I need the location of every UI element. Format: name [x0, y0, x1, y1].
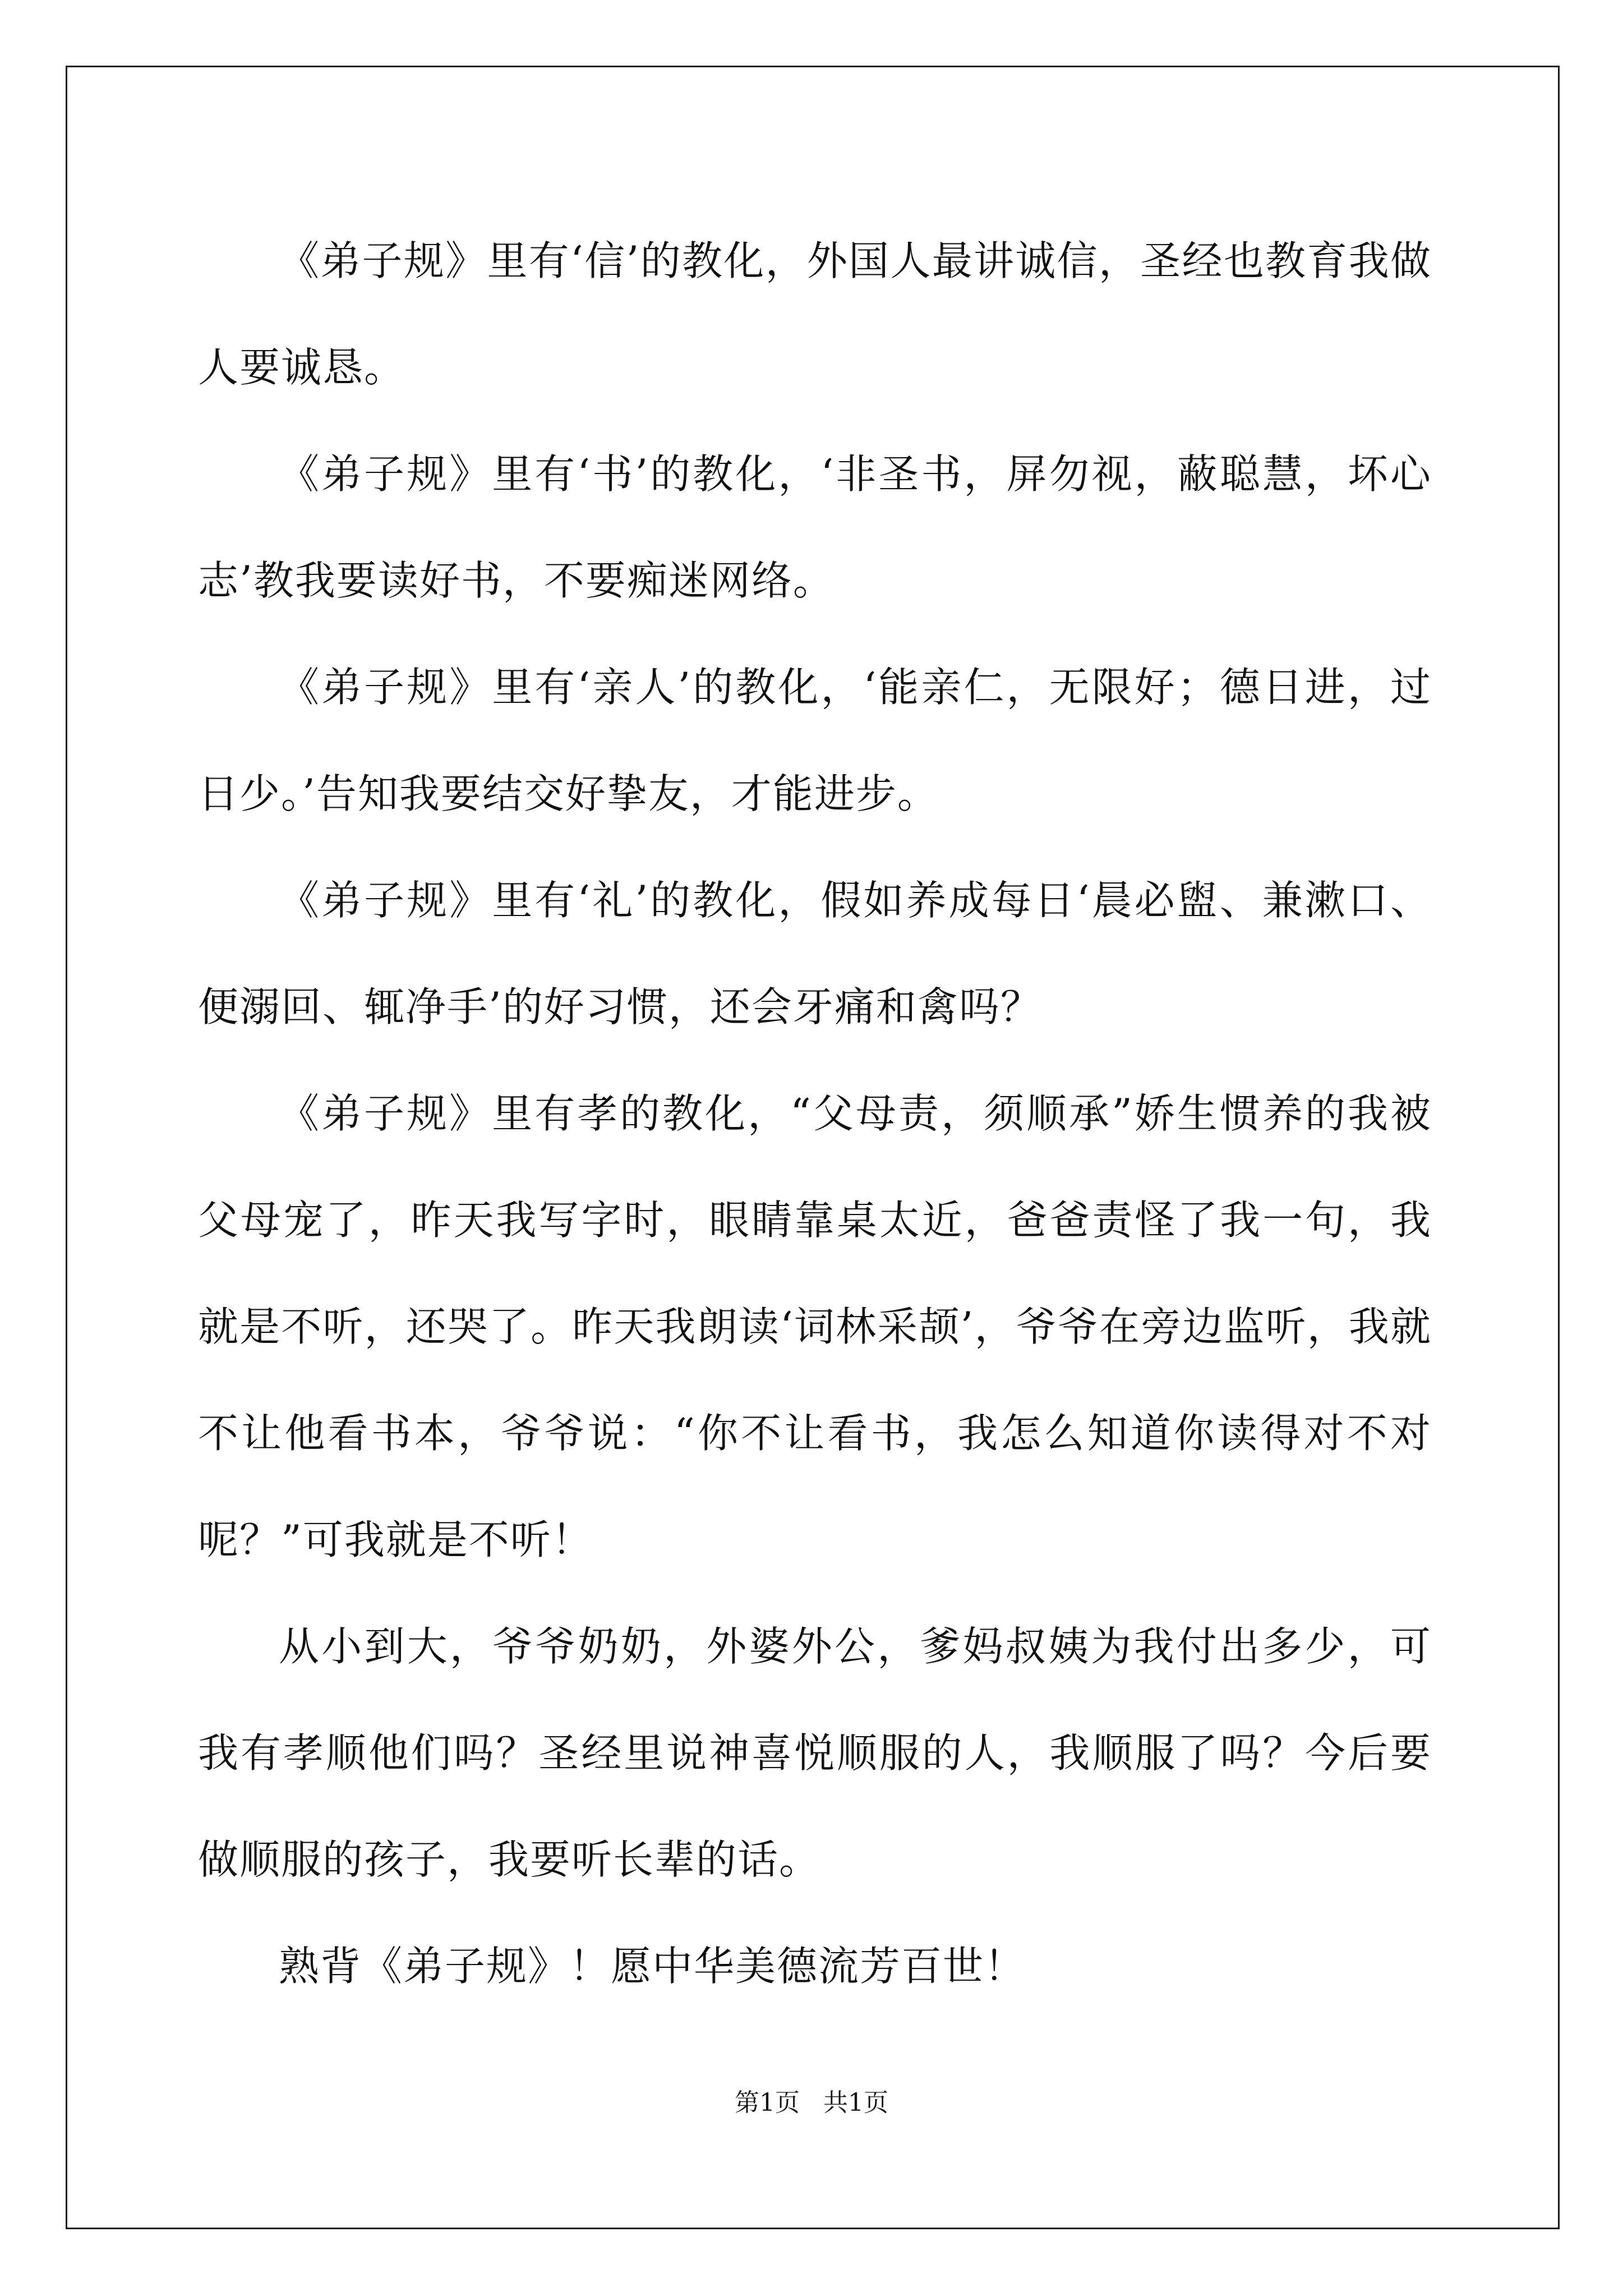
document-body — [198, 208, 1432, 2019]
page-number-current: 第1页 — [735, 2088, 800, 2117]
paragraph-li: 《弟子规》里有‘礼’的教化，假如养成每日‘晨必盥、兼漱口、便溺回、辄净手’的好习惯，还会牙痛和禽吗？ — [198, 877, 1432, 1030]
page-footer — [0, 2082, 1623, 2118]
paragraph-qinren: 《弟子规》里有‘亲人’的教化，‘能亲仁，无限好；德日进，过日少。’告知我要结交好挚友，才能进步。 — [198, 664, 1432, 817]
paragraph-conclusion: 熟背《弟子规》！愿中华美德流芳百世！ — [279, 1943, 1026, 1990]
paragraph-shu: 《弟子规》里有‘书’的教化，‘非圣书，屏勿视，蔽聪慧，坏心志’教我要读好书，不要痴迷网络。 — [198, 450, 1432, 604]
paragraph-reflection: 从小到大，爷爷奶奶，外婆外公，爹妈叔姨为我付出多少，可我有孝顺他们吗？圣经里说神喜悦顺服的人，我顺服了吗？今后要做顺服的孩子，我要听长辈的话。 — [198, 1623, 1432, 1883]
paragraph-xiao: 《弟子规》里有孝的教化，“父母责，须顺承”娇生惯养的我被父母宠了，昨天我写字时，眼睛靠桌太近，爸爸责怪了我一句，我就是不听，还哭了。昨天我朗读‘词林采颉’，爷爷在旁边监听，我就不让他看书本，爷爷说：“你不让看书，我怎么知道你读得对不对呢？”可我就是不听！ — [198, 1090, 1432, 1563]
paragraph-xin: 《弟子规》里有‘信’的教化，外国人最讲诚信，圣经也教育我做人要诚恳。 — [198, 237, 1432, 391]
page-number-total: 共1页 — [823, 2088, 888, 2117]
